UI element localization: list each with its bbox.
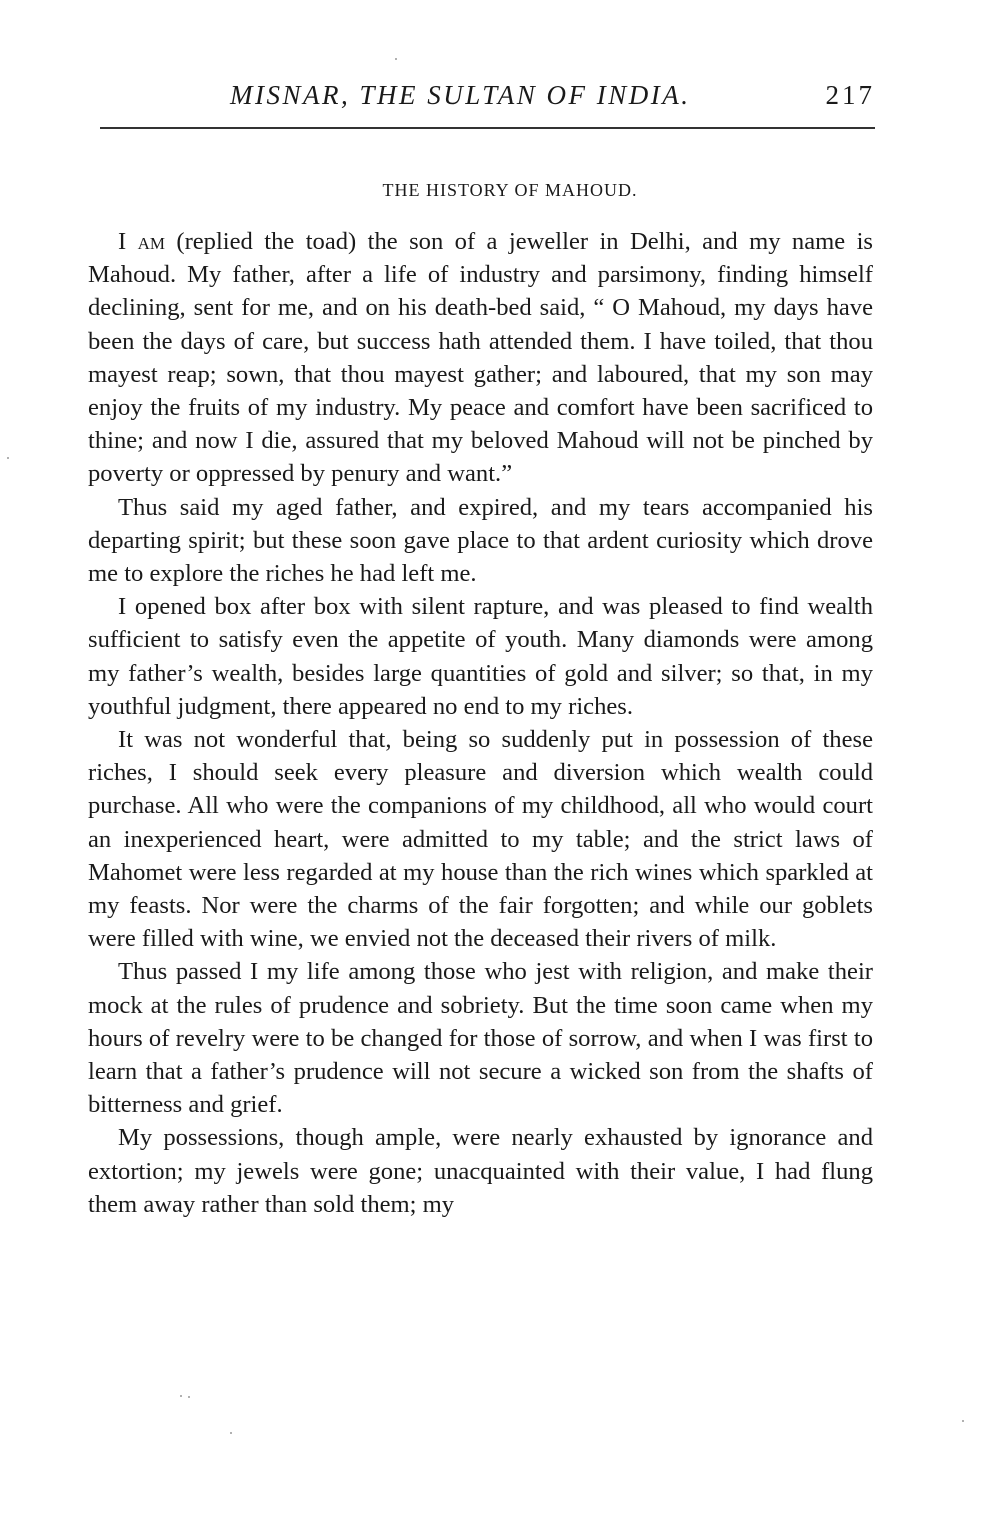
scan-speck <box>962 1420 964 1422</box>
paragraph-1 <box>88 225 873 491</box>
scan-speck <box>230 1432 232 1434</box>
scan-speck <box>395 58 397 60</box>
paragraph-1-lead: I am <box>118 228 165 255</box>
page-number: 217 <box>825 80 875 110</box>
scan-speck <box>7 457 9 459</box>
paragraph-1-text: (replied the toad) the son of a jeweller in Delhi, and my name is Mahoud. My father, after a life of industry and parsimony, finding himself declining, sent for me, and on his death-bed said, “ O Mahoud, my days have been the days of care, but success hath attended them. I have toiled, that thou mayest reap; sown, that thou mayest gather; and laboured, that my son may enjoy the fruits of my industry. My peace and comfort have been sacrificed to thine; and now I die, assured that my beloved Mahoud will not be pinched by poverty or oppressed by penury and want.” <box>88 228 873 488</box>
paragraph-3: I opened box after box with silent rapture, and was pleased to find wealth sufficient to satisfy even the appetite of youth. Many diamonds were among my father’s wealth, besides large quantities of gold and silver; so that, in my youthful judgment, there appeared no end to my riches. <box>88 593 873 720</box>
section-title: THE HISTORY OF MAHOUD. <box>382 180 638 200</box>
body-text <box>88 225 873 1221</box>
paragraph-5: Thus passed I my life among those who jest with religion, and make their mock at the rules of prudence and sobriety. But the time soon came when my hours of revelry were to be changed for those of sorrow, and when I was first to learn that a father’s prudence will not secure a wicked son from the shafts of bitterness and grief. <box>88 958 873 1119</box>
header-rule <box>100 127 875 129</box>
paragraph-4: It was not wonderful that, being so suddenly put in possession of these riches, I should seek every pleasure and diversion which wealth could purchase. All who were the companions of my childhood, all who would court an inexperienced heart, were admitted to my table; and the strict laws of Mahomet were less regarded at my house than the rich wines which sparkled at my feasts. Nor were the charms of the fair forgotten; and while our goblets were filled with wine, we envied not the deceased their rivers of milk. <box>88 726 873 953</box>
running-head <box>100 80 875 120</box>
scan-speck <box>188 1396 190 1398</box>
scan-speck <box>180 1395 182 1397</box>
paragraph-2: Thus said my aged father, and expired, and my tears accompanied his departing spirit; but these soon gave place to that ardent curiosity which drove me to explore the riches he had left me. <box>88 493 873 588</box>
running-title: MISNAR, THE SULTAN OF INDIA. <box>230 80 691 110</box>
paragraph-6: My possessions, though ample, were nearly exhausted by ignorance and extortion; my jewels were gone; unacquainted with their value, I had flung them away rather than sold them; my <box>88 1124 873 1218</box>
